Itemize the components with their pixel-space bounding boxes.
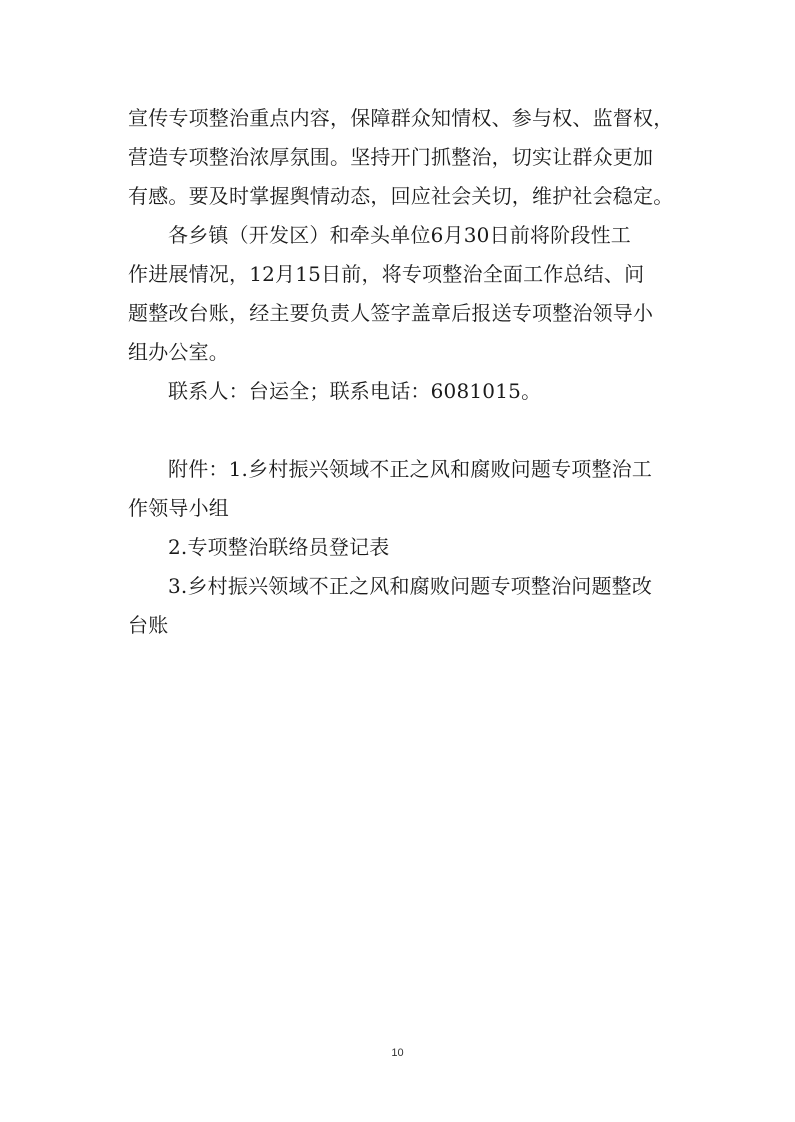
body-text-line: 组办公室。 [128,340,229,364]
contact-line: 联系人：台运全；联系电话：6081015。 [168,379,542,403]
attachment-line: 台账 [128,613,169,637]
body-text-line: 题整改台账，经主要负责人签字盖章后报送专项整治领导小 [128,301,654,325]
body-text-line: 作进展情况，12月15日前，将专项整治全面工作总结、问 [128,262,645,286]
attachment-line: 作领导小组 [128,496,229,520]
attachment-line: 2.专项整治联络员登记表 [168,535,390,559]
body-text-line: 营造专项整治浓厚氛围。坚持开门抓整治，切实让群众更加 [128,145,654,169]
page-number: 10 [391,1047,404,1059]
attachment-line: 3.乡村振兴领域不正之风和腐败问题专项整治问题整改 [168,574,653,598]
body-text-line: 各乡镇（开发区）和牵头单位6月30日前将阶段性工 [168,223,631,247]
body-text-line: 有感。要及时掌握舆情动态，回应社会关切，维护社会稳定。 [128,184,674,208]
body-text-line: 宣传专项整治重点内容，保障群众知情权、参与权、监督权， [128,106,674,130]
attachment-line: 附件：1.乡村振兴领域不正之风和腐败问题专项整治工 [168,457,653,481]
